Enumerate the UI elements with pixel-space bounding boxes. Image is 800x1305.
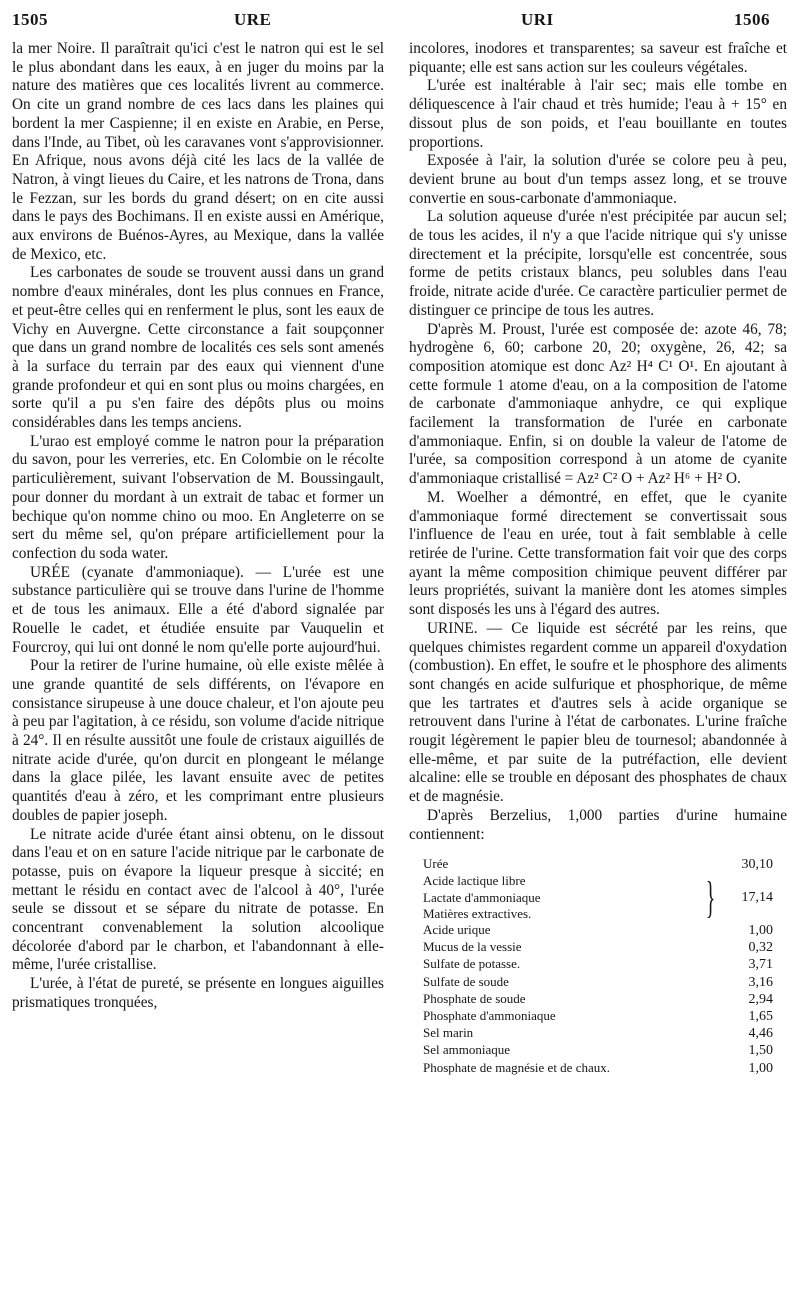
paragraph-uree-entry: URÉE (cyanate d'ammoniaque). — L'urée est une substance particulière qui se trouve dans l'urine de l'homme et de tous les animaux. Elle a été d'abord signalée par Rouelle le cadet, et étudiée ensuite par Vauquelin et Fourcroy, qui lui ont donné le nom qu'elle porte aujourd'hui. — [12, 563, 384, 656]
left-column — [12, 40, 384, 1013]
page-number-right: 1506 — [734, 10, 770, 29]
table-row — [409, 1060, 787, 1077]
paragraph: L'urée, à l'état de pureté, se présente en longues aiguilles prismatiques tronquées, — [12, 975, 384, 1011]
row-value: 30,10 — [741, 857, 773, 873]
paragraph: L'urao est employé comme le natron pour la préparation du savon, pour les verreries, etc. En Colombie on le récolte particulièrement, suivant l'observation de M. Boussingault, pour donner du mordant à un extrait de tabac et former un bechique qu'on nomme chino ou moo. En Angleterre on se sert du même sel, qu'on prépare artificiellement pour la confection du soda water. — [12, 432, 384, 562]
paragraph: M. Woelher a démontré, en effet, que le cyanite d'ammoniaque formé directement se convertissait sous l'influence de l'eau en urée, tout à fait semblable à celle retirée de l'urine. Cette transformation fait voir que des corps ayant la même composition chimique peuvent différer par leurs propriétés, suivant la manière dont les atomes simples sont disposés les uns à l'égard des autres. — [409, 488, 787, 619]
row-label: Phosphate d'ammoniaque — [423, 1008, 556, 1024]
row-value: 2,94 — [748, 991, 773, 1007]
page-number-left: 1505 — [12, 10, 48, 29]
row-value: 4,46 — [748, 1026, 773, 1042]
table-row — [409, 974, 787, 991]
row-label: Lactate d'ammoniaque — [423, 889, 541, 905]
paragraph: Le nitrate acide d'urée étant ainsi obtenu, on le dissout dans l'eau et on en sature l'acide nitrique par le carbonate de potasse, puis on évapore la liqueur presque à siccité; en mettant le résidu en contact avec de l'alcool à 40°, l'urée seule se dissout et se sépare du nitrate de potasse. En concentrant convenablement la solution alcoolique décolorée d'abord par le charbon, et l'abandonnant à elle-même, l'urée cristallise. — [12, 825, 384, 974]
row-label: Sulfate de potasse. — [423, 956, 521, 972]
table-group-row — [409, 873, 787, 922]
row-value: 17,14 — [741, 889, 773, 905]
paragraph: Pour la retirer de l'urine humaine, où elle existe mêlée à une grande quantité de sels différents, on l'évapore en consistance sirupeuse à une douce chaleur, et l'on ajoute peu à peu par l'agitation, à ce résidu, son volume d'acide nitrique à 24°. Il en résulte aussitôt une foule de cristaux aiguillés de nitrate acide d'urée, qu'on durcit en plongeant le mélange dans la glace pilée, les lavant ensuite avec de petites quantités d'eau à zéro, et les comprimant entre plusieurs doubles de papier joseph. — [12, 657, 384, 824]
row-value: 1,50 — [748, 1043, 773, 1059]
table-row — [409, 1008, 787, 1025]
urine-composition-table — [409, 856, 787, 1077]
row-label: Phosphate de magnésie et de chaux. — [423, 1059, 610, 1075]
table-row — [409, 1042, 787, 1059]
row-label: Matières extractives. — [423, 905, 532, 921]
table-row — [409, 922, 787, 939]
paragraph: la mer Noire. Il paraîtrait qu'ici c'est le natron qui est le sel le plus abondant dans les eaux, à en juger du moins par la nature des matières que ces localités livrent au commerce. On cite un grand nombre de ces lacs dans les plaines qui bordent la mer Caspienne; il en existe en Arabie, en Perse, dans l'Inde, au Tibet, où les caravanes vont s'approvisionner. En Afrique, nous avons déjà cité les lacs de la vallée de Natron, à vingt lieues du Caire, et les natrons de Trona, dans le Fezzan, sur les bords du grand désert; on en cite aussi dans le pays des Bochimans. Il en existe aussi en Amérique, aux environs de Buénos-Ayres, au Mexique, dans la vallée de Mexico, etc. — [12, 40, 384, 263]
row-label: Sel ammoniaque — [423, 1042, 511, 1058]
row-label: Phosphate de soude — [423, 990, 526, 1006]
row-value: 1,00 — [748, 1060, 773, 1076]
row-label: Sel marin — [423, 1025, 474, 1041]
row-value: 3,16 — [748, 974, 773, 990]
paragraph: L'urée est inaltérable à l'air sec; mais elle tombe en déliquescence à l'air chaud et très humide; l'eau à + 15° en dissout plus de son poids, et l'eau bouillante en toutes proportions. — [409, 77, 787, 151]
paragraph: incolores, inodores et transparentes; sa saveur est fraîche et piquante; elle est sans action sur les couleurs végétales. — [409, 40, 787, 76]
table-row — [409, 991, 787, 1008]
row-value: 3,71 — [748, 957, 773, 973]
running-head-left: URE — [234, 10, 272, 29]
right-column — [409, 40, 787, 1077]
paragraph-urine-entry: URINE. — Ce liquide est sécrété par les reins, que quelques chimistes regardent comme un appareil d'oxydation (combustion). En effet, le soufre et le phosphore des aliments sont changés en acide sulfurique et phosphorique, de même que les tartrates et d'autres sels à acide organique se retrouvent dans l'urine à l'état de carbonates. L'urine fraîche rougit légèrement le papier bleu de tournesol; abandonnée à elle-même, et par suite de la putréfaction, elle devient alcaline: elle se trouble en déposant des phosphates de chaux et de magnésie. — [409, 619, 787, 806]
table-row — [409, 1025, 787, 1042]
row-label: Acide urique — [423, 922, 491, 938]
row-label: Urée — [423, 856, 449, 872]
row-value: 0,32 — [748, 940, 773, 956]
paragraph: La solution aqueuse d'urée n'est précipitée par aucun sel; de tous les acides, il n'y a que l'acide nitrique qui s'y unisse directement et la précipite, lorsqu'elle est concentrée, sous forme de petits cristaux blancs, peu solubles dans l'eau froide, nitrate acide d'urée. Ce caractère particulier permet de distinguer ce principe de tous les autres. — [409, 208, 787, 319]
row-label: Acide lactique libre — [423, 873, 526, 889]
table-row — [409, 939, 787, 956]
page-header — [0, 0, 800, 36]
paragraph: D'après M. Proust, l'urée est composée de: azote 46, 78; hydrogène 6, 60; carbone 20, 20; oxygène, 26, 42; sa composition atomique est donc Az² H⁴ C¹ O¹. En ajoutant à cette formule 1 atome d'eau, on a la composition de l'atome de carbonate d'ammoniaque anhydre, ce qui explique facilement la transformation de l'urée en carbonate d'ammoniaque. Enfin, si on double la valeur de l'atome de l'urée, sa composition correspond à un atome de cyanite d'ammoniaque cristallisé = Az² C² O + Az² H⁶ + H² O. — [409, 320, 787, 488]
brace-icon: } — [705, 872, 716, 922]
row-label: Mucus de la vessie — [423, 939, 522, 955]
paragraph: D'après Berzelius, 1,000 parties d'urine humaine contiennent: — [409, 806, 787, 843]
paragraph: Exposée à l'air, la solution d'urée se colore peu à peu, devient brune au bout d'un temps assez long, et se trouve convertie en sous-carbonate d'ammoniaque. — [409, 152, 787, 207]
table-row — [409, 956, 787, 973]
paragraph: Les carbonates de soude se trouvent aussi dans un grand nombre d'eaux minérales, dont les plus connues en France, et peut-être celles qui en renferment le plus, sont les eaux de Vichy en Auvergne. Cette circonstance a fait soupçonner que dans un grand nombre de localités ces sels sont amenés à la surface du terrain par des eaux qui viennent d'une grande profondeur et qui en sont plus ou moins chargées, en sorte qu'il a pu s'en faire des dépôts plus ou moins considérables dans les temps anciens. — [12, 264, 384, 432]
row-label: Sulfate de soude — [423, 973, 509, 989]
running-head-right: URI — [521, 10, 554, 29]
row-value: 1,00 — [748, 923, 773, 939]
table-row — [409, 856, 787, 873]
row-value: 1,65 — [748, 1009, 773, 1025]
